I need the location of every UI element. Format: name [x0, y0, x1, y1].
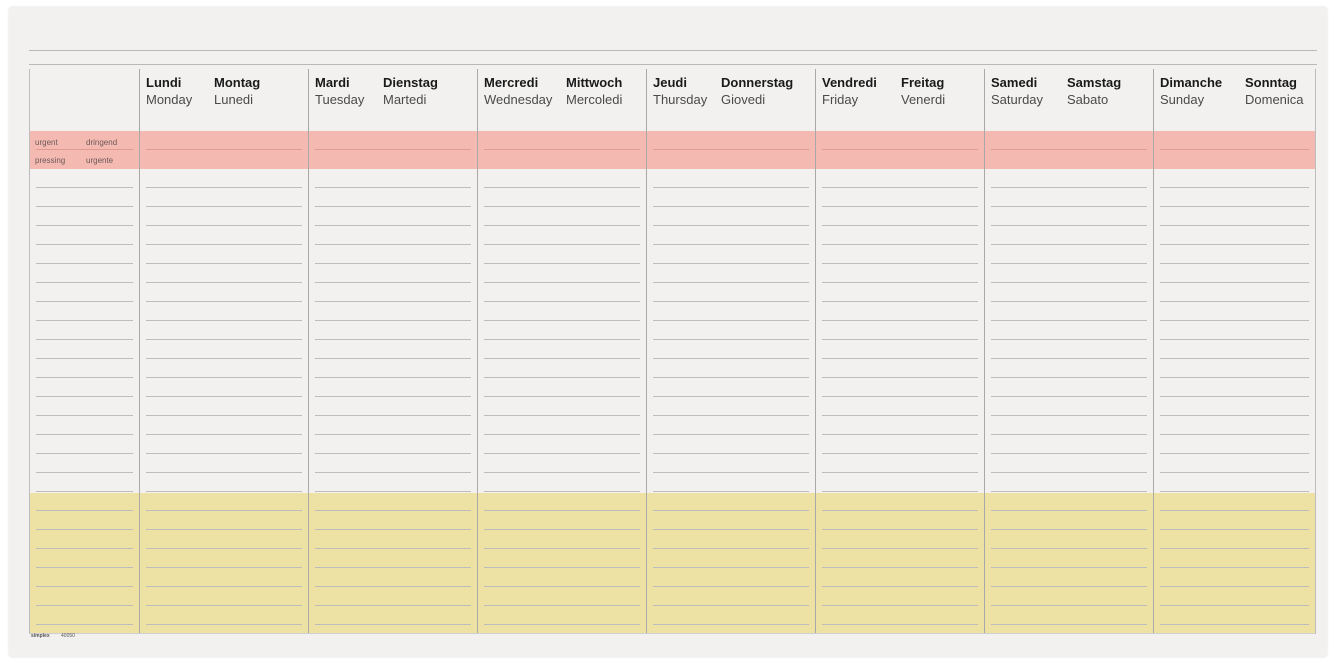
- day-header: [140, 69, 308, 131]
- day-name-en: Thursday: [653, 92, 708, 107]
- day-name-it: Giovedi: [721, 92, 766, 107]
- day-name-fr: Dimanche: [1160, 75, 1223, 90]
- day-name-fr: Mercredi: [484, 75, 539, 90]
- writing-lines: [36, 169, 133, 633]
- day-name-it: Domenica: [1245, 92, 1304, 107]
- day-name-fr: Samedi: [991, 75, 1038, 90]
- day-name-fr: Vendredi: [822, 75, 877, 90]
- urgent-band: [140, 131, 308, 169]
- footer: [31, 633, 75, 639]
- urgent-band: [478, 131, 646, 169]
- day-name-en: Sunday: [1160, 92, 1205, 107]
- top-rule: [29, 50, 1317, 51]
- day-name-de: Mittwoch: [566, 75, 623, 90]
- urgent-label-en: pressing: [35, 156, 66, 165]
- day-column-sunday: [1153, 69, 1315, 633]
- urgent-band: [309, 131, 477, 169]
- urgent-divider: [991, 149, 1147, 150]
- day-header: [816, 69, 984, 131]
- writing-lines: [1160, 169, 1309, 633]
- writing-lines: [822, 169, 978, 633]
- day-header: [309, 69, 477, 131]
- day-name-en: Saturday: [991, 92, 1044, 107]
- day-column-wednesday: [477, 69, 646, 633]
- urgent-band: [816, 131, 984, 169]
- day-column-saturday: [984, 69, 1153, 633]
- day-name-it: Mercoledi: [566, 92, 623, 107]
- day-name-en: Tuesday: [315, 92, 365, 107]
- urgent-divider: [315, 149, 471, 150]
- urgent-divider: [1160, 149, 1309, 150]
- day-column-monday: [139, 69, 308, 633]
- day-name-fr: Lundi: [146, 75, 182, 90]
- writing-lines: [653, 169, 809, 633]
- urgent-band: [1154, 131, 1315, 169]
- day-name-it: Sabato: [1067, 92, 1109, 107]
- day-header: [1154, 69, 1315, 131]
- writing-lines: [991, 169, 1147, 633]
- top-rule: [29, 64, 1317, 65]
- label-column-header: [30, 69, 139, 131]
- day-name-it: Venerdi: [901, 92, 946, 107]
- writing-lines: [146, 169, 302, 633]
- day-name-it: Lunedi: [214, 92, 254, 107]
- day-name-en: Monday: [146, 92, 193, 107]
- urgent-divider: [36, 149, 133, 150]
- day-name-en: Wednesday: [484, 92, 553, 107]
- day-name-de: Freitag: [901, 75, 945, 90]
- urgent-divider: [146, 149, 302, 150]
- weekly-planner-board: [9, 7, 1327, 657]
- urgent-band: [30, 131, 139, 169]
- day-name-de: Montag: [214, 75, 261, 90]
- urgent-band: [985, 131, 1153, 169]
- day-name-en: Friday: [822, 92, 859, 107]
- day-name-de: Donnerstag: [721, 75, 794, 90]
- day-header: [985, 69, 1153, 131]
- day-column-thursday: [646, 69, 815, 633]
- urgent-divider: [822, 149, 978, 150]
- day-name-fr: Mardi: [315, 75, 350, 90]
- urgent-divider: [484, 149, 640, 150]
- day-name-fr: Jeudi: [653, 75, 687, 90]
- day-column-friday: [815, 69, 984, 633]
- day-name-de: Dienstag: [383, 75, 438, 90]
- day-name-de: Sonntag: [1245, 75, 1297, 90]
- week-grid: [29, 69, 1316, 634]
- urgent-band: [647, 131, 815, 169]
- urgent-label-fr: urgent: [35, 138, 58, 147]
- urgent-divider: [653, 149, 809, 150]
- day-name-it: Martedi: [383, 92, 427, 107]
- urgent-label-it: urgente: [86, 156, 114, 165]
- label-column: [30, 69, 139, 633]
- day-column-tuesday: [308, 69, 477, 633]
- brand-logo: simplex: [31, 633, 50, 639]
- urgent-label-de: dringend: [86, 138, 118, 147]
- writing-lines: [315, 169, 471, 633]
- day-name-de: Samstag: [1067, 75, 1122, 90]
- product-code: 40050: [61, 633, 75, 639]
- day-header: [478, 69, 646, 131]
- day-header: [647, 69, 815, 131]
- writing-lines: [484, 169, 640, 633]
